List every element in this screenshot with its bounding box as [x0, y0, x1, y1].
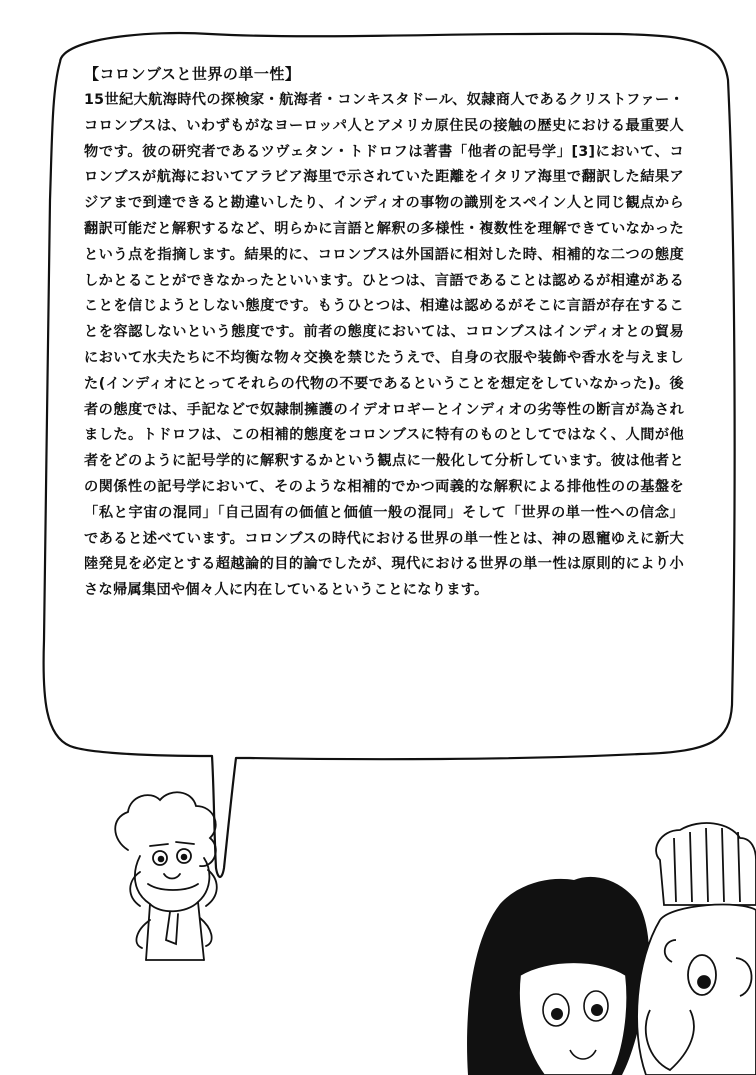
speech-bubble-text: [84, 64, 684, 604]
bubble-body: 15世紀大航海時代の探検家・航海者・コンキスタドール、奴隷商人であるクリストファー・コロンブスは、いわずもがなヨーロッパ人とアメリカ原住民の接触の歴史における最重要人物です。彼の研究者であるツヴェタン・トドロフは著書「他者の記号学」[3]において、コロンブスが航海においてアラビア海里で示されていた距離をイタリア海里で翻訳した結果アジアまで到達できると勘違いしたり、インディオの事物の識別をスペイン人と同じ観点から翻訳可能だと解釈するなど、明らかに言語と解釈の多様性・複数性を理解できていなかったという点を指摘します。結果的に、コロンブスは外国語に相対した時、相補的な二つの態度しかとることができなかったといいます。ひとつは、言語であることは認めるが相違があることを信じようとしない態度です。もうひとつは、相違は認めるがそこに言語が存在することを容認しないという態度です。前者の態度においては、コロンブスはインディオとの貿易において水夫たちに不均衡な物々交換を禁じたうえで、自身の衣服や装飾や香水を与えました(インディオにとってそれらの代物の不要であるということを想定をしていなかった)。後者の態度では、手記などで奴隷制擁護のイデオロギーとインディオの劣等性の断言が為されました。トドロフは、この相補的態度をコロンブスに特有のものとしてではなく、人間が他者をどのように記号学的に解釈するかという観点に一般化して分析しています。彼は他者との関係性の記号学において、そのような相補的でかつ両義的な解釈による排他性のの基盤を「私と宇宙の混同」「自己固有の価値と価値一般の混同」そして「世界の単一性への信念」であると述べています。コロンブスの時代における世界の単一性とは、神の恩寵ゆえに新大陸発見を必定とする超越論的目的論でしたが、現代における世界の単一性は原則的により小さな帰属集団や個々人に内在しているということになります。: [84, 92, 684, 599]
chef-character: [637, 823, 756, 1075]
bubble-title: 【コロンブスと世界の単一性】: [84, 65, 301, 83]
boy-character: [467, 877, 649, 1075]
columbus-character: [115, 792, 217, 960]
